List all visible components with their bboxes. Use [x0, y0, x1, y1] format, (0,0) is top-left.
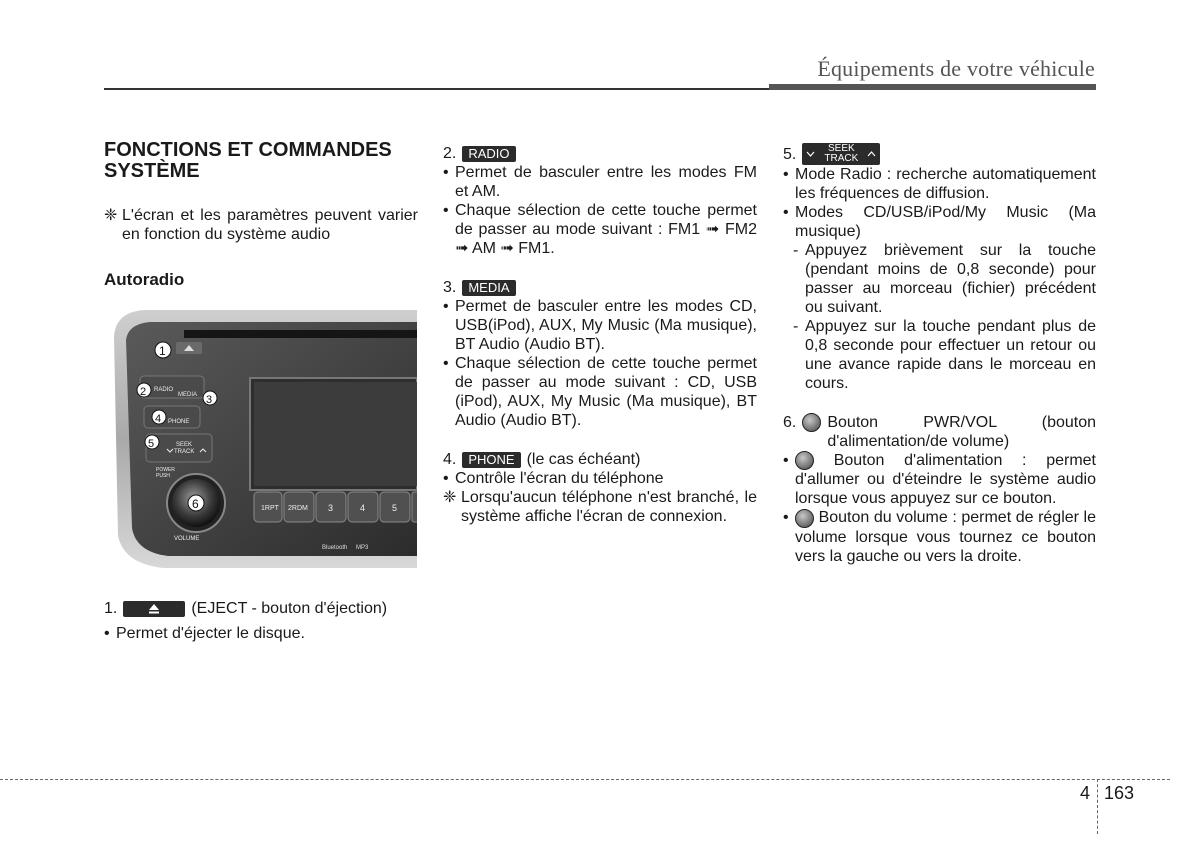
- panel-mp3-label: MP3: [356, 545, 369, 551]
- note: [104, 206, 418, 244]
- svg-text:5: 5: [148, 438, 155, 450]
- item-2-head: 2. RADIO: [443, 144, 757, 163]
- item-4-bullet: • Contrôle l'écran du téléphone: [443, 470, 664, 487]
- item-3-bullet-1: • Permet de basculer entre les modes CD, USB(iPod), AUX, My Music (Ma musique), BT Audio (Audio BT).: [443, 298, 757, 353]
- footer-divider: [1097, 779, 1098, 834]
- note-symbol: ❈: [104, 207, 118, 224]
- item-5-dash-2: - Appuyez sur la touche pendant plus de 0,8 seconde pour effectuer un retour ou une avance rapide dans le morceau en cours.: [793, 318, 1096, 392]
- knob-icon: [795, 451, 814, 470]
- panel-track-label: TRACK: [174, 449, 195, 455]
- subhead-autoradio: Autoradio: [104, 270, 185, 289]
- page-header-title: Équipements de votre véhicule: [817, 56, 1095, 81]
- svg-text:2: 2: [140, 386, 147, 398]
- item-1: 1. (EJECT - bouton d'éjection) • Permet d'éjecter le disque.: [104, 599, 418, 643]
- panel-phone-label: PHONE: [168, 419, 190, 425]
- page-number: 163: [1104, 783, 1135, 803]
- item-6-bullet-2: • Bouton du volume : permet de régler le volume lorsque vous tournez ce bouton vers la gauche ou vers la droite.: [783, 509, 1096, 565]
- header-rule: [104, 88, 769, 90]
- item-5-dash-1: - Appuyez brièvement sur la touche (pendant moins de 0,8 seconde) pour passer au morceau (fichier) précédent ou suivant.: [793, 242, 1096, 316]
- panel-volume-label: VOLUME: [174, 536, 200, 542]
- chapter-number: 4: [1080, 783, 1091, 803]
- media-button-icon: MEDIA: [462, 280, 515, 296]
- section-title: FONCTIONS ET COMMANDES SYSTÈME: [104, 139, 392, 182]
- radio-button-icon: RADIO: [462, 146, 515, 162]
- panel-radio-label: RADIO: [154, 387, 174, 393]
- item-6-bullet-1: • Bouton d'alimentation : permet d'allumer ou d'éteindre le système audio lorsque vous appuyez sur ce bouton.: [783, 452, 1096, 508]
- svg-text:1: 1: [159, 344, 166, 358]
- item-5-bullet-2: • Modes CD/USB/iPod/My Music (Ma musique): [783, 204, 1096, 240]
- footer-rule: [0, 779, 1170, 780]
- item-1-bullet: • Permet d'éjecter le disque.: [104, 625, 305, 642]
- panel-preset-3: 3: [328, 503, 334, 513]
- seek-track-button-icon: SEEK TRACK: [802, 143, 880, 165]
- item-3-bullet-2: • Chaque sélection de cette touche permet de passer au mode suivant : CD, USB (iPod), AUX, My Music (Ma musique), BT Audio (Audio BT).: [443, 355, 757, 429]
- knob-icon: [802, 413, 821, 432]
- item-4-head: 4. PHONE (le cas échéant): [443, 451, 641, 468]
- panel-preset-5: 5: [392, 503, 398, 513]
- item-6-head: 6. Bouton PWR/VOL (bouton d'alimentation/de volume): [783, 414, 1096, 450]
- note-text: L'écran et les paramètres peuvent varier en fonction du système audio: [122, 207, 418, 243]
- item-2-bullet-1: • Permet de basculer entre les modes FM et AM.: [443, 164, 757, 200]
- item-5-head: 5. SEEK TRACK: [783, 143, 1096, 165]
- column-right: [783, 140, 1096, 566]
- item-5-bullet-1: • Mode Radio : recherche automatiquement les fréquences de diffusion.: [783, 166, 1096, 202]
- svg-text:4: 4: [155, 413, 162, 425]
- svg-text:3: 3: [206, 394, 213, 406]
- item-4-note: ❈ Lorsqu'aucun téléphone n'est branché, le système affiche l'écran de connexion.: [443, 489, 757, 525]
- chevron-down-icon: [806, 151, 815, 157]
- column-middle: [443, 140, 757, 526]
- callout-1: [155, 342, 171, 358]
- knob-icon: [795, 509, 814, 528]
- eject-button-icon: [123, 601, 185, 617]
- callout-6: [188, 495, 204, 511]
- item-2-bullet-2: • Chaque sélection de cette touche permet de passer au mode suivant : FM1 ➟ FM2 ➟ AM ➟ FM1.: [443, 202, 757, 257]
- panel-preset-4: 4: [360, 503, 366, 513]
- header-rule-accent: [769, 84, 1096, 90]
- panel-media-label: MEDIA: [178, 392, 198, 398]
- chevron-up-icon: [867, 151, 876, 157]
- column-left: [104, 140, 418, 301]
- phone-button-icon: PHONE: [462, 452, 520, 468]
- panel-bluetooth-label: Bluetooth: [322, 545, 348, 551]
- panel-power-label: POWER: [156, 467, 175, 473]
- panel-preset-1: 1RPT: [261, 505, 279, 512]
- svg-text:6: 6: [192, 497, 199, 511]
- item-3-head: 3. MEDIA: [443, 278, 757, 297]
- panel-preset-2: 2RDM: [288, 505, 308, 512]
- panel-push-label: PUSH: [156, 473, 170, 479]
- car-radio-illustration: [104, 306, 417, 576]
- panel-seek-label: SEEK: [176, 442, 193, 448]
